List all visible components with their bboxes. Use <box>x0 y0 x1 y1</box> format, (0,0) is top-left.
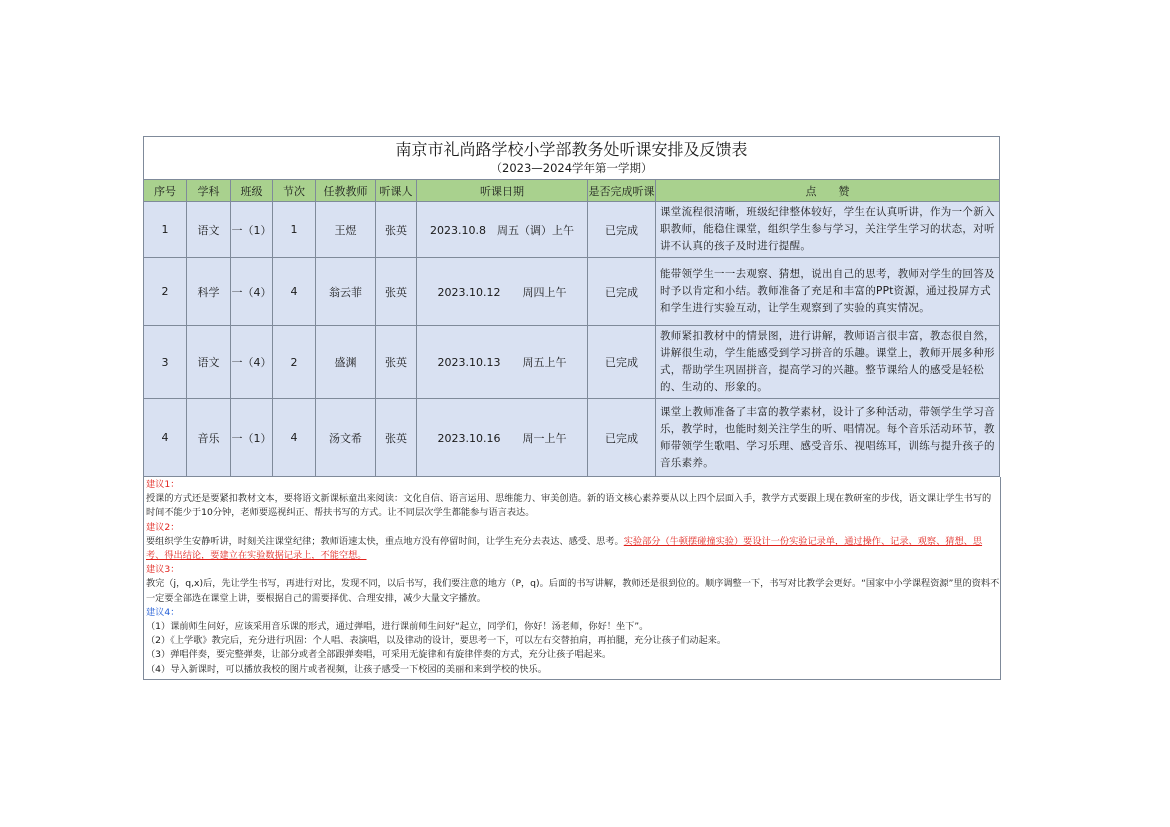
cell-comment: 能带领学生一一去观察、猜想，说出自己的思考，教师对学生的回答及时予以肯定和小结。教师准备了充足和丰富的PPt资源，通过投屏方式和学生进行实验互动，让学生观察到了实验的真实情况。 <box>656 258 1000 326</box>
suggestion-3-text: 教完（j，q,x)后，先让学生书写，再进行对比，发现不同，以后书写，我们要注意的地方（P，q)。后面的书写讲解，教师还是很到位的。顺序调整一下，书写对比教学会更好。“国家中小学课程资源”里的资料不一定要全部选在课堂上讲，要根据自己的需要择优、合理安排，减少大量文字播放。 <box>146 578 1000 604</box>
suggestion-3-title: 建议3： <box>146 564 180 576</box>
cell-done: 已完成 <box>588 326 656 399</box>
suggestion-2-text: 要组织学生安静听讲，时刻关注课堂纪律；教师语速太快，重点地方没有停留时间，让学生充分去表达、感受、思考。 <box>146 535 624 547</box>
cell-date: 2023.10.12 周四上午 <box>417 258 588 326</box>
cell-teacher: 盛渊 <box>316 326 376 399</box>
header-done: 是否完成听课 <box>588 180 656 202</box>
table-row <box>144 202 1000 258</box>
cell-date: 2023.10.13 周五上午 <box>417 326 588 399</box>
header-listener: 听课人 <box>376 180 417 202</box>
suggestion-2-paragraph <box>146 535 1000 563</box>
suggestions-block <box>143 477 1001 680</box>
cell-no: 4 <box>144 399 187 477</box>
cell-done: 已完成 <box>588 258 656 326</box>
cell-class: 一（4） <box>231 258 273 326</box>
cell-date: 2023.10.16 周一上午 <box>417 399 588 477</box>
cell-done: 已完成 <box>588 399 656 477</box>
table-row <box>144 326 1000 399</box>
suggestion-1-text: 授课的方式还是要紧扣教材文本，要将语文新课标童出来阅读：文化自信、语言运用、思维能力、审美创造。新的语文核心素养要从以上四个层面入手，教学方式要跟上现在教研室的步伐，语文课让学生书写的时间不能少于10分钟，老师要巡视纠正、帮扶书写的方式。让不同层次学生都能参与语言表达。 <box>146 493 992 519</box>
table-row <box>144 258 1000 326</box>
feedback-sheet <box>143 136 999 680</box>
suggestion-4-title: 建议4： <box>146 606 180 618</box>
header-period: 节次 <box>273 180 316 202</box>
cell-subject: 音乐 <box>187 399 231 477</box>
suggestion-1-title: 建议1： <box>146 479 180 490</box>
cell-listener: 张英 <box>376 399 417 477</box>
page-subtitle: （2023—2024学年第一学期） <box>490 161 653 175</box>
cell-period: 4 <box>273 258 316 326</box>
cell-no: 1 <box>144 202 187 258</box>
table-header-row <box>144 180 1000 202</box>
cell-done: 已完成 <box>588 202 656 258</box>
cell-subject: 语文 <box>187 326 231 399</box>
header-no: 序号 <box>144 180 187 202</box>
cell-class: 一（1） <box>231 399 273 477</box>
feedback-table <box>143 136 1000 477</box>
cell-comment: 课堂流程很清晰，班级纪律整体较好，学生在认真听讲，作为一个新入职教师，能稳住课堂，组织学生参与学习，关注学生学习的状态，对听讲不认真的孩子及时进行提醒。 <box>656 202 1000 258</box>
cell-listener: 张英 <box>376 326 417 399</box>
table-row <box>144 399 1000 477</box>
cell-subject: 语文 <box>187 202 231 258</box>
header-subject: 学科 <box>187 180 231 202</box>
header-class: 班级 <box>231 180 273 202</box>
cell-period: 4 <box>273 399 316 477</box>
suggestion-4-item: （1）课前师生问好，应该采用音乐课的形式，通过弹唱，进行课前师生问好“起立，同学们，你好！汤老师，你好！坐下”。 <box>146 621 649 633</box>
header-teacher: 任教教师 <box>316 180 376 202</box>
suggestion-4-item: （2）《上学歌》教完后，充分进行巩固：个人唱、表演唱，以及律动的设计，要思考一下，可以左右交替拍肩，再拍腿，充分让孩子们动起来。 <box>146 635 727 647</box>
cell-teacher: 王煜 <box>316 202 376 258</box>
suggestion-2-title: 建议2： <box>146 521 180 533</box>
cell-comment: 教师紧扣教材中的情景图，进行讲解，教师语言很丰富，教态很自然，讲解很生动，学生能感受到学习拼音的乐趣。课堂上，教师开展多种形式，帮助学生巩固拼音，提高学习的兴趣。整节课给人的感受是轻松的、生动的、形象的。 <box>656 326 1000 399</box>
cell-teacher: 汤文希 <box>316 399 376 477</box>
cell-listener: 张英 <box>376 258 417 326</box>
cell-subject: 科学 <box>187 258 231 326</box>
cell-comment: 课堂上教师准备了丰富的教学素材，设计了多种活动，带领学生学习音乐，教学时，也能时刻关注学生的听、唱情况。每个音乐活动环节，教师带领学生歌唱、学习乐理、感受音乐、视唱练耳，训练与提升孩子的音乐素养。 <box>656 399 1000 477</box>
cell-class: 一（1） <box>231 202 273 258</box>
cell-period: 1 <box>273 202 316 258</box>
cell-class: 一（4） <box>231 326 273 399</box>
cell-teacher: 翁云菲 <box>316 258 376 326</box>
suggestion-4-item: （3）弹唱伴奏，要完整弹奏，让部分或者全部跟弹奏唱，可采用无旋律和有旋律伴奏的方式，充分让孩子唱起来。 <box>146 649 612 661</box>
suggestion-2-highlight: 实验部分（牛顿摆碰撞实验）要设计一份实验记录单，通过操作、记录、观察、猜想、思考、得出结论，要建立在实验数据记录上，不能空想。 <box>146 535 983 562</box>
cell-period: 2 <box>273 326 316 399</box>
suggestion-4-item: （4）导入新课时，可以播放我校的图片或者视频，让孩子感受一下校园的美丽和来到学校的快乐。 <box>146 663 547 675</box>
header-comment: 点 赞 <box>656 180 1000 202</box>
page-title: 南京市礼尚路学校小学部教务处听课安排及反馈表 <box>395 140 748 159</box>
title-block <box>144 137 1000 180</box>
cell-no: 2 <box>144 258 187 326</box>
cell-date: 2023.10.8 周五（调）上午 <box>417 202 588 258</box>
cell-listener: 张英 <box>376 202 417 258</box>
cell-no: 3 <box>144 326 187 399</box>
header-date: 听课日期 <box>417 180 588 202</box>
